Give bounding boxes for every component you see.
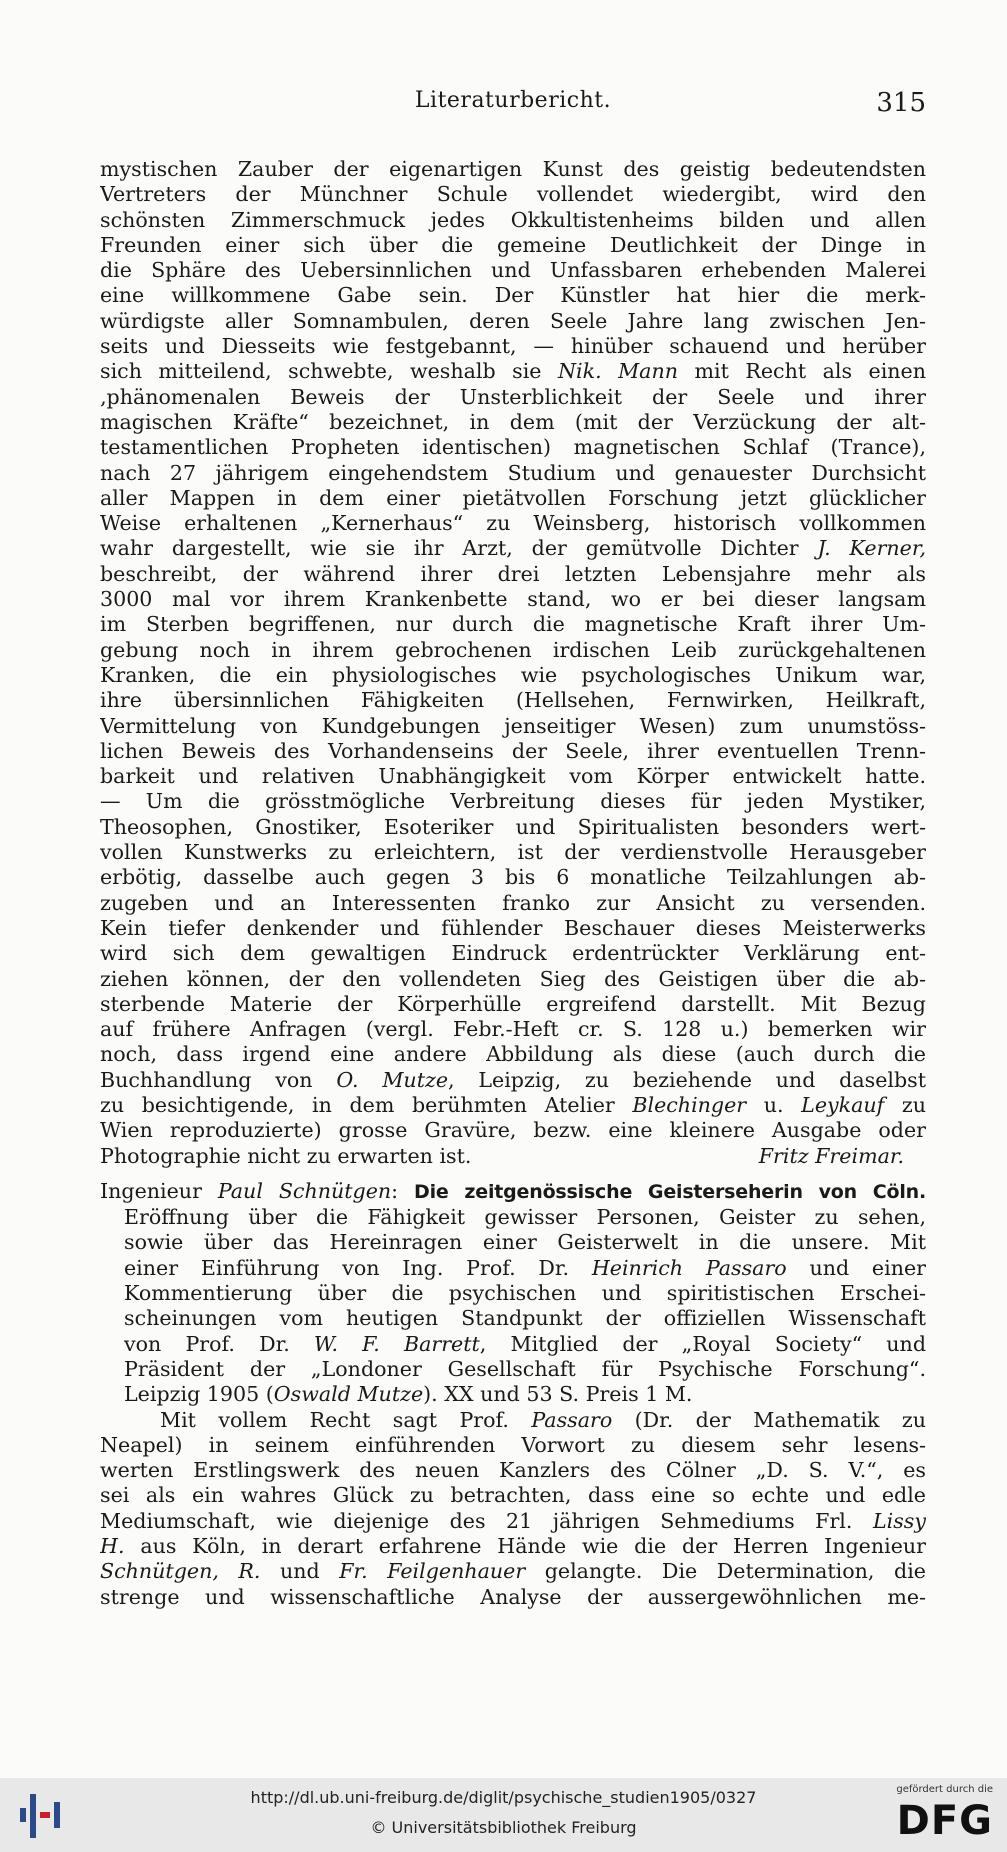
- text-line: nach 27 jährigem eingehendstem Studium und genauester Durchsicht: [100, 460, 926, 485]
- text-line: [100, 1408, 926, 1433]
- text-run: , Leipzig, zu beziehende und daselbst: [448, 1067, 926, 1092]
- text-line: die Sphäre des Uebersinnlichen und Unfassbaren erhebenden Malerei: [100, 258, 926, 283]
- text-line: barkeit und relativen Unabhängigkeit vom Körper entwickelt hatte.: [100, 764, 926, 789]
- author-name: Paul Schnütgen: [217, 1178, 392, 1203]
- text-run: Photographie nicht zu erwarten ist.: [100, 1143, 472, 1168]
- text-line: [100, 1256, 926, 1281]
- text-line: [100, 1559, 926, 1584]
- text-line: [100, 1144, 926, 1169]
- book-title: Die zeitgenössische Geisterseherin von Cöln.: [414, 1180, 926, 1203]
- person-name: Passaro: [531, 1407, 613, 1432]
- text-line: vollen Kunstwerks zu erleichtern, ist der verdienstvolle Herausgeber: [100, 840, 926, 865]
- text-line: beschreibt, der während ihrer drei letzten Lebensjahre mehr als: [100, 561, 926, 586]
- text-line: [100, 359, 926, 384]
- text-line: werten Erstlingswerk des neuen Kanzlers des Cölner „D. S. V.“, es: [100, 1458, 926, 1483]
- text-run: Leipzig 1905 (: [124, 1382, 274, 1407]
- text-run: von Prof. Dr.: [124, 1331, 314, 1356]
- text-run: u.: [746, 1092, 802, 1117]
- page-header: [100, 88, 926, 128]
- text-line: [100, 1332, 926, 1357]
- text-line: [100, 1382, 926, 1407]
- text-run: :: [391, 1178, 415, 1203]
- text-line: Vertreters der Münchner Schule vollendet wiedergibt, wird den: [100, 182, 926, 207]
- person-name: J. Kerner,: [817, 536, 926, 561]
- text-line: Freunden einer sich über die gemeine Deutlichkeit der Dinge in: [100, 232, 926, 257]
- copyright-notice: © Universitätsbibliothek Freiburg: [370, 1818, 637, 1837]
- text-line: — Um die grösstmögliche Verbreitung dieses für jeden Mystiker,: [100, 789, 926, 814]
- text-line: strenge und wissenschaftliche Analyse der aussergewöhnlichen me-: [100, 1584, 926, 1609]
- text-run: , Mitglied der „Royal Society“ und: [479, 1331, 926, 1356]
- text-run: zu: [884, 1092, 926, 1117]
- text-line: würdigste aller Somnambulen, deren Seele Jahre lang zwischen Jen-: [100, 308, 926, 333]
- dfg-logo-icon[interactable]: [893, 1784, 993, 1846]
- dfg-caption: gefördert durch die: [896, 1784, 993, 1795]
- person-name: Nik. Mann: [557, 359, 678, 384]
- page-number: 315: [876, 88, 926, 118]
- person-name: H.: [100, 1534, 125, 1559]
- text-line: mystischen Zauber der eigenartigen Kunst des geistig bedeutendsten: [100, 157, 926, 181]
- paragraph-review-body: [100, 1408, 926, 1610]
- text-line: [100, 1534, 926, 1559]
- text-line: lichen Beweis des Vorhandenseins der Seele, ihrer eventuellen Trenn-: [100, 738, 926, 763]
- text-run: (Dr. der Mathematik zu: [612, 1407, 926, 1432]
- text-line: Wien reproduzierte) grosse Gravüre, bezw. eine kleinere Ausgabe oder: [100, 1118, 926, 1143]
- publisher-name: Oswald Mutze: [273, 1382, 424, 1407]
- text-line: wird sich dem gewaltigen Eindruck erdentrückter Verklärung ent-: [100, 941, 926, 966]
- text-line: Kein tiefer denkender und fühlender Beschauer dieses Meisterwerks: [100, 915, 926, 940]
- text-line: ihre übersinnlichen Fähigkeiten (Hellsehen, Fernwirken, Heilkraft,: [100, 688, 926, 713]
- text-line: noch, dass irgend eine andere Abbildung als diese (auch durch die: [100, 1042, 926, 1067]
- person-name: Heinrich Passaro: [591, 1255, 787, 1280]
- permalink-url[interactable]: http://dl.ub.uni-freiburg.de/diglit/psychische_studien1905/0327: [250, 1788, 757, 1807]
- text-line: Eröffnung über die Fähigkeit gewisser Personen, Geister zu sehen,: [124, 1205, 926, 1230]
- text-line: scheinungen vom heutigen Standpunkt der offiziellen Wissenschaft: [124, 1306, 926, 1331]
- viewer-footer: [0, 1778, 1007, 1852]
- text-run: und einer: [786, 1255, 926, 1280]
- text-run: sich mitteilend, schwebte, weshalb sie: [100, 359, 558, 384]
- text-line: erbötig, dasselbe auch gegen 3 bis 6 monatliche Teilzahlungen ab-: [100, 865, 926, 890]
- text-run: Mediumschaft, wie diejenige des 21 jährigen Sehmediums Frl.: [100, 1508, 873, 1533]
- person-name: Fr. Feilgenhauer: [339, 1559, 526, 1584]
- text-run: Ingenieur: [100, 1178, 218, 1203]
- text-line: Weise erhaltenen „Kernerhaus“ zu Weinsberg, historisch vollkommen: [100, 511, 926, 536]
- text-run: aus Köln, in derart erfahrene Hände wie die der Herren Ingenieur: [124, 1534, 926, 1559]
- text-line: seits und Diesseits wie festgebannt, — hinüber schauend und herüber: [100, 334, 926, 359]
- text-run: mit Recht als einen: [678, 359, 926, 384]
- text-line: aller Mappen in dem einer pietätvollen Forschung jetzt glücklicher: [100, 485, 926, 510]
- text-run: wahr dargestellt, wie sie ihr Arzt, der gemütvolle Dichter: [100, 536, 818, 561]
- text-line: sowie über das Hereinragen einer Geisterwelt in die unsere. Mit: [124, 1230, 926, 1255]
- text-line: [100, 1509, 926, 1534]
- text-line: sei als ein wahres Glück zu betrachten, dass eine so echte und edle: [100, 1483, 926, 1508]
- text-line: [100, 1093, 926, 1118]
- person-name: O. Mutze: [336, 1067, 449, 1092]
- text-line: testamentlichen Propheten identischen) magnetischen Schlaf (Trance),: [100, 435, 926, 460]
- text-line: Kranken, die ein physiologisches wie psychologisches Unikum war,: [100, 662, 926, 687]
- text-line: auf frühere Anfragen (vergl. Febr.-Heft cr. S. 128 u.) bemerken wir: [100, 1017, 926, 1042]
- text-line: [100, 536, 926, 561]
- body-text: [100, 157, 926, 1610]
- text-line: ziehen können, der den vollendeten Sieg des Geistigen über die ab-: [100, 966, 926, 991]
- text-line: im Sterben begriffenen, nur durch die magnetische Kraft ihrer Um-: [100, 612, 926, 637]
- text-line: ‚phänomenalen Beweis der Unsterblichkeit der Seele und ihrer: [100, 384, 926, 409]
- review-entry: [100, 1179, 926, 1408]
- dfg-wordmark: DFG: [896, 1798, 993, 1844]
- text-line: Theosophen, Gnostiker, Esoteriker und Spiritualisten besonders wert-: [100, 814, 926, 839]
- text-line: schönsten Zimmerschmuck jedes Okkultistenheims bilden und allen: [100, 207, 926, 232]
- text-run: und: [260, 1559, 340, 1584]
- text-run: zu besichtigende, in dem berühmten Atelier: [100, 1092, 633, 1117]
- text-line: Vermittelung von Kundgebungen jenseitiger Wesen) zum unumstöss-: [100, 713, 926, 738]
- person-name: W. F. Barrett: [313, 1331, 480, 1356]
- text-line: zugeben und an Interessenten franko zur Ansicht zu versenden.: [100, 890, 926, 915]
- text-run: einer Einführung von Ing. Prof. Dr.: [124, 1255, 592, 1280]
- text-line: Neapel) in seinem einführenden Vorwort zu diesem sehr lesens-: [100, 1432, 926, 1457]
- person-name: Lissy: [872, 1508, 926, 1533]
- person-name: Blechinger: [632, 1092, 747, 1117]
- person-name: Schnütgen, R.: [100, 1559, 261, 1584]
- text-line: sterbende Materie der Körperhülle ergreifend darstellt. Mit Bezug: [100, 991, 926, 1016]
- running-title: Literaturbericht.: [414, 88, 612, 113]
- text-run: ). XX und 53 S. Preis 1 M.: [423, 1382, 693, 1407]
- text-line: 3000 mal vor ihrem Krankenbette stand, wo er bei dieser langsam: [100, 587, 926, 612]
- paragraph-exhibition-notice: [100, 157, 926, 1169]
- review-signature: Fritz Freimar.: [758, 1143, 904, 1168]
- text-line: Präsident der „Londoner Gesellschaft für Psychische Forschung“.: [124, 1356, 926, 1381]
- review-heading: [100, 1179, 926, 1205]
- text-run: gelangte. Die Determination, die: [525, 1559, 926, 1584]
- person-name: Leykauf: [801, 1092, 885, 1117]
- text-line: eine willkommene Gabe sein. Der Künstler hat hier die merk-: [100, 283, 926, 308]
- text-run: Buchhandlung von: [100, 1067, 337, 1092]
- text-line: [100, 1068, 926, 1093]
- text-line: magischen Kräfte“ bezeichnet, in dem (mit der Verzückung der alt-: [100, 409, 926, 434]
- text-line: Kommentierung über die psychischen und spiritistischen Erschei-: [124, 1281, 926, 1306]
- text-run: Mit vollem Recht sagt Prof.: [160, 1407, 532, 1432]
- text-line: gebung noch in ihrem gebrochenen irdischen Leib zurückgehaltenen: [100, 637, 926, 662]
